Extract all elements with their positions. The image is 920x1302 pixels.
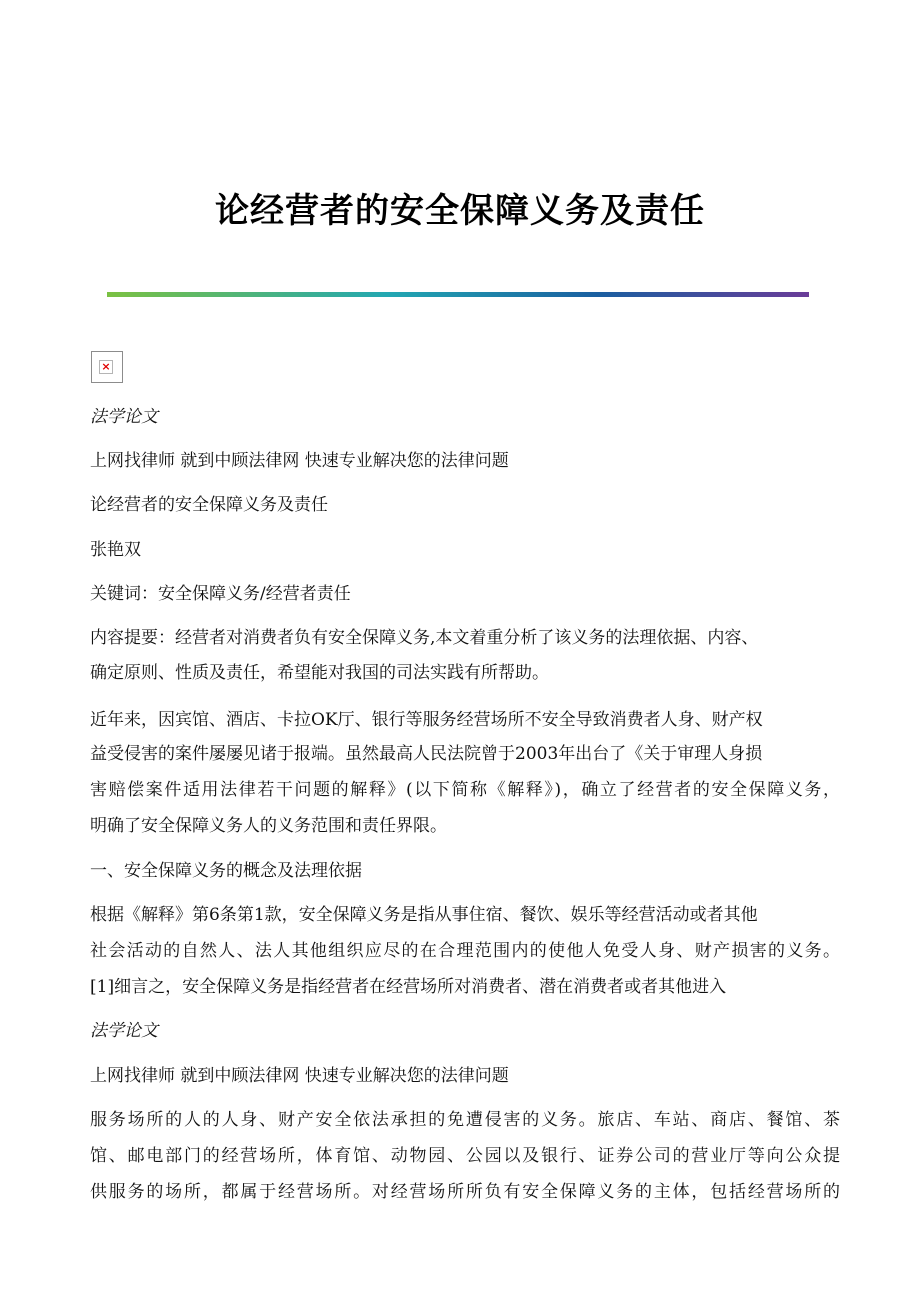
- paragraph-line: [1]细言之，安全保障义务是指经营者在经营场所对消费者、潜在消费者或者其他进入: [90, 977, 727, 997]
- paragraph-line: 供服务的场所，都属于经营场所。对经营场所所负有安全保障义务的主体，包括经营场所的: [90, 1182, 840, 1202]
- broken-image-icon: ×: [91, 351, 123, 383]
- ad-line: 上网找律师 就到中顾法律网 快速专业解决您的法律问题: [90, 1066, 509, 1086]
- category-label: 法学论文: [90, 1021, 158, 1041]
- paragraph-line: 服务场所的人的人身、财产安全依法承担的免遭侵害的义务。旅店、车站、商店、餐馆、茶: [90, 1110, 840, 1130]
- category-label: 法学论文: [90, 407, 158, 427]
- section-heading: 一、安全保障义务的概念及法理依据: [90, 861, 362, 881]
- intro-line: 明确了安全保障义务人的义务范围和责任界限。: [90, 816, 447, 836]
- abstract-line: 确定原则、性质及责任，希望能对我国的司法实践有所帮助。: [90, 663, 549, 683]
- abstract-line: 内容提要：经营者对消费者负有安全保障义务,本文着重分析了该义务的法理依据、内容、: [90, 628, 759, 648]
- keywords: 关键词：安全保障义务/经营者责任: [90, 584, 351, 604]
- intro-line: 益受侵害的案件屡屡见诸于报端。虽然最高人民法院曾于2003年出台了《关于审理人身损: [90, 744, 763, 764]
- title-divider: [107, 292, 809, 297]
- ad-line: 上网找律师 就到中顾法律网 快速专业解决您的法律问题: [90, 451, 509, 471]
- paragraph-line: 根据《解释》第6条第1款，安全保障义务是指从事住宿、餐饮、娱乐等经营活动或者其他: [90, 905, 758, 925]
- document-title: 论经营者的安全保障义务及责任: [215, 191, 705, 231]
- paragraph-line: 馆、邮电部门的经营场所，体育馆、动物园、公园以及银行、证券公司的营业厅等向公众提: [90, 1146, 840, 1166]
- author: 张艳双: [90, 540, 141, 560]
- intro-line: 害赔偿案件适用法律若干问题的解释》(以下简称《解释》)，确立了经营者的安全保障义务，: [90, 780, 840, 800]
- article-subtitle: 论经营者的安全保障义务及责任: [90, 495, 328, 515]
- paragraph-line: 社会活动的自然人、法人其他组织应尽的在合理范围内的使他人免受人身、财产损害的义务。: [90, 941, 840, 961]
- intro-line: 近年来，因宾馆、酒店、卡拉OK厅、银行等服务经营场所不安全导致消费者人身、财产权: [90, 710, 763, 730]
